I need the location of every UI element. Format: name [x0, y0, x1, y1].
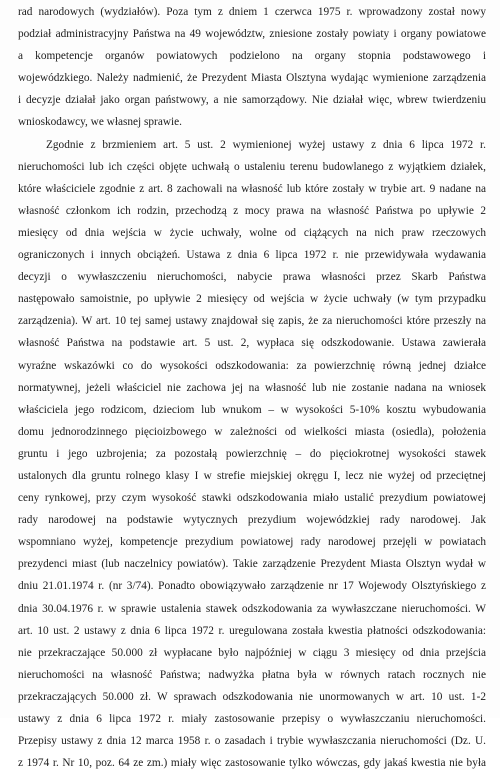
text-line: nie przekraczające 50.000 zł wypłacane było najpóźniej w ciągu 3 miesięcy od dnia przejścia — [18, 646, 486, 659]
text-line: miesięcy od dnia wejścia w życie uchwały, wolne od ciążących na nich praw rzeczowych — [18, 226, 486, 239]
text-line: rady narodowej na podstawie wytycznych prezydium wojewódzkiej rady narodowej. Jak — [18, 514, 486, 527]
text-line: Zgodnie z brzmieniem art. 5 ust. 2 wymienionej wyżej ustawy z dnia 6 lipca 1972 r. — [46, 138, 486, 151]
text-line: własność Państwa na podstawie art. 5 ust. 2, wypłaca się odszkodowanie. Ustawa zawierała — [18, 337, 486, 350]
text-line: ustalonych dla gruntu rolnego klasy I w strefie miejskiej okręgu I, lecz nie wyżej od przeciętnej — [18, 469, 486, 482]
text-line: normatywnej, jeżeli właściciel nie zachowa jej na własność lub nie zostanie nadana na wniosek — [18, 381, 486, 394]
text-line: nieruchomości lub ich części objęte uchwałą o ustaleniu terenu budowlanego z wyjątkiem działek, — [18, 160, 486, 173]
text-line: własność członkom ich rodzin, przechodzą z mocy prawa na własność Państwa po upływie 2 — [18, 204, 486, 217]
text-line: ustawy z dnia 6 lipca 1972 r. miały zastosowanie przepisy o wywłaszczaniu nieruchomości. — [18, 713, 486, 725]
text-line: wojewódzkiego. Należy nadmienić, że Prezydent Miasta Olsztyna wydając wymienione zarządzenia — [18, 72, 486, 85]
text-line: prezydenci miast (lub naczelnicy powiatów). Takie zarządzenie Prezydent Miasta Olsztyn wydał w — [18, 558, 486, 571]
document-body-text — [18, 1, 486, 774]
text-line: decyzji o wywłaszczeniu nieruchomości, nabycie prawa własności przez Skarb Państwa — [18, 271, 486, 284]
text-line: art. 10 ust. 2 ustawy z dnia 6 lipca 1972 r. uregulowana została kwestia płatności odszkodowania: — [18, 624, 486, 637]
text-line: dniu 21.01.1974 r. (nr 3/74). Ponadto obowiązywało zarządzenie nr 17 Wojewody Olsztyńskiego z — [18, 580, 486, 593]
text-line: a kompetencje organów powiatowych podzielono na organy stopnia podstawowego i — [18, 50, 486, 63]
text-line: dnia 30.04.1976 r. w sprawie ustalenia stawek odszkodowania za wywłaszczane nieruchomości. W — [18, 602, 486, 615]
text-line: wnioskodawcy, we własnej sprawie. — [18, 116, 182, 129]
text-line: następowało samoistnie, po upływie 2 miesięcy od wejścia w życie uchwały (w tym przypadku — [18, 293, 486, 306]
text-line: gruntu i jego uzbrojenia; za pozostałą powierzchnię – do pięciokrotnej wysokości stawek — [18, 447, 486, 460]
text-line: domu jednorodzinnego pięcioizbowego w zależności od wielkości miasta (osiedla), położenia — [18, 425, 486, 438]
text-line: Przepisy ustawy z dnia 12 marca 1958 r. o zasadach i trybie wywłaszczania nieruchomości (Dz. U. — [18, 735, 486, 748]
text-line: zarządzenia). W art. 10 tej samej ustawy znajdował się zapis, że za nieruchomości które przeszły na — [18, 315, 486, 328]
text-line: i decyzje działał jako organ państwowy, a nie samorządowy. Nie działał więc, wbrew twierdzeniu — [18, 94, 486, 107]
text-line: rad narodowych (wydziałów). Poza tym z dniem 1 czerwca 1975 r. wprowadzony został nowy — [18, 6, 486, 18]
text-line: ceny rynkowej, przy czym wysokość stawki odszkodowania miało ustalić prezydium powiatowej — [18, 492, 486, 505]
text-line: z 1974 r. Nr 10, poz. 64 ze zm.) miały więc zastosowanie tylko wówczas, gdy jakaś kwestia nie była — [18, 757, 486, 770]
text-line: wyraźne wskazówki co do wysokości odszkodowania: za powierzchnię równą jednej działce — [18, 359, 486, 372]
text-line: ograniczonych i innych obciążeń. Ustawa z dnia 6 lipca 1972 r. nie przewidywała wydawania — [18, 249, 486, 262]
text-line: nieruchomości na własność Państwa; nadwyżka płatna była w równych ratach rocznych nie — [18, 668, 486, 681]
text-line: które właściciele zgodnie z art. 8 zachowali na własność lub które zostały w trybie art. 9 nadane na — [18, 182, 486, 195]
text-line: wspomniano wyżej, kompetencje prezydium powiatowej rady narodowej przejęli w powiatach — [18, 536, 486, 549]
text-line: podział administracyjny Państwa na 49 województw, zniesione zostały powiaty i organy powiatowe — [18, 28, 486, 41]
text-line: przekraczających 50.000 zł. W sprawach odszkodowania nie unormowanych w art. 10 ust. 1-2 — [18, 690, 486, 703]
text-line: właściciela jego rodzicom, dzieciom lub wnukom – w wysokości 5-10% kosztu wybudowania — [18, 403, 486, 416]
